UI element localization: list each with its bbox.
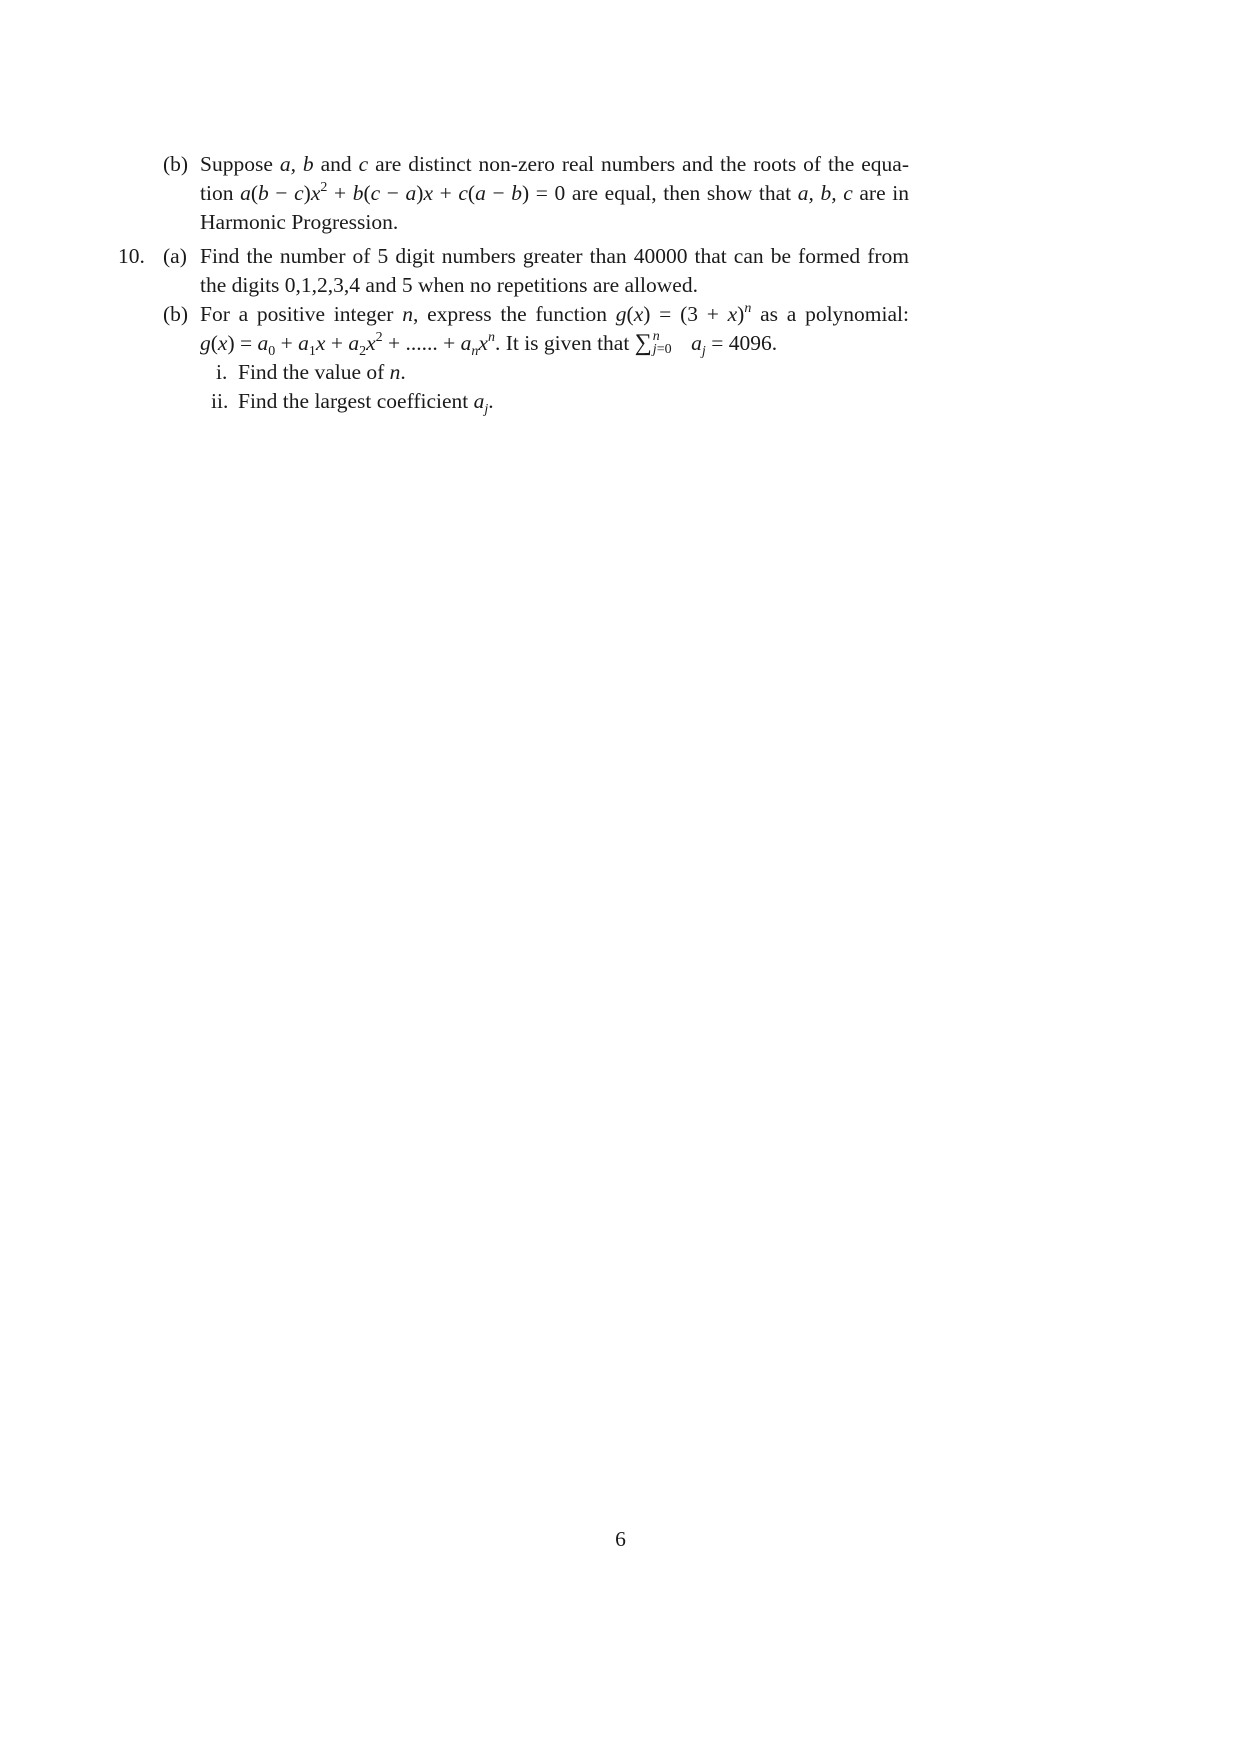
q10b-text <box>200 300 909 358</box>
q10b-label: (b) <box>163 302 189 326</box>
q10b-item-2-label: ii. <box>211 389 229 413</box>
q9b-line-3: Harmonic Progression. <box>200 210 399 234</box>
q10a-line-2: the digits 0,1,2,3,4 and 5 when no repetitions are allowed. <box>200 273 698 297</box>
q10b-line-1: For a positive integer n, express the function $g(x) = (3 + x)^n$ as a polynomial: <box>200 301 909 326</box>
page-number: 6 <box>615 1527 626 1551</box>
q9b-line-2: tion $a(b - c)x^2 + b(c - a)x + c(a - b) = 0$ are equal, then show that a, b, c are in <box>200 180 909 205</box>
q10-number: 10. <box>118 244 145 268</box>
q10b-item-1-label: i. <box>216 360 228 384</box>
q10a-label: (a) <box>163 244 187 268</box>
q10a-text <box>200 242 909 300</box>
q9b-text <box>200 150 909 237</box>
q9b-label: (b) <box>163 152 189 176</box>
q10b-item-1-text: Find the value of n. <box>238 360 406 384</box>
q10b-item-2-text: Find the largest coefficient $a_j$. <box>238 389 494 417</box>
q10b-line-2: $g(x) = a_0 + a_1x + a_2x^2$ + ...... + $a_nx^n$. It is given that ∑ n j=0 $a_j = 4096$. <box>200 329 778 359</box>
q9b-line-1: Suppose a, b and c are distinct non-zero real numbers and the roots of the equa- <box>200 152 910 176</box>
q10a-line-1: Find the number of 5 digit numbers greater than 40000 that can be formed from <box>200 244 909 268</box>
